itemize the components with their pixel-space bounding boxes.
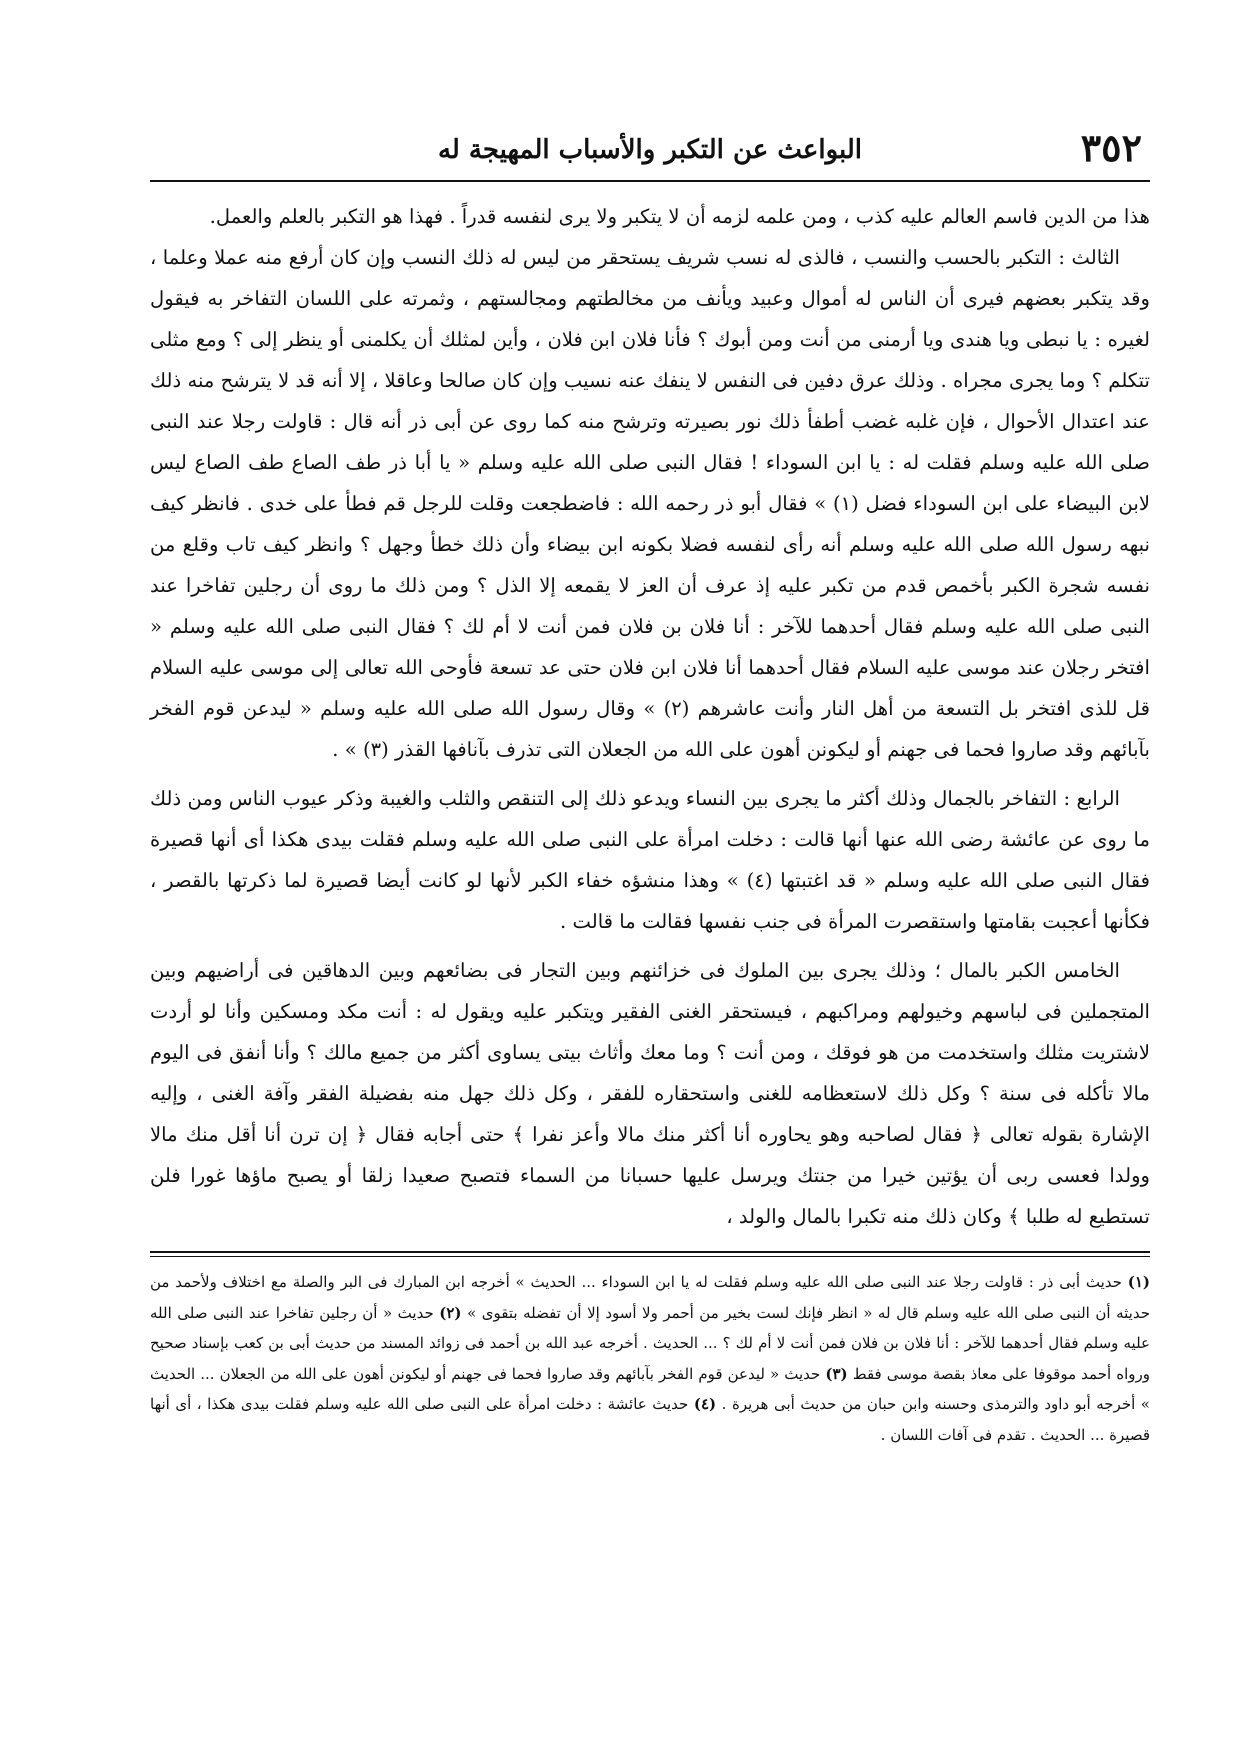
paragraph: هذا من الدين فاسم العالم عليه كذب ، ومن علمه لزمه أن لا يتكبر ولا يرى لنفسه قدراً . فهذا هو التكبر بالعلم والعمل. xyxy=(209,205,1150,228)
page-number: ٣٥٢ xyxy=(1080,125,1142,170)
paragraph: الخامس الكبر بالمال ؛ وذلك يجرى بين الملوك فى خزائنهم وبين التجار فى بضائعهم وبين الدهاقين فى أراضيهم وبين المتجملين فى لباسهم وخيولهم ومراكبهم ، فيستحقر الغنى الفقير ويتكبر عليه ويقول له : أنت مكد ومسكين وأنا لو أردت لاشتريت مثلك واستخدمت من هو فوقك ، ومن أنت ؟ وما معك وأثاث بيتى يساوى أكثر من جميع مالك ؟ وأنا أنفق فى اليوم مالا تأكله فى سنة ؟ وكل ذلك لاستعظامه للغنى واستحقاره للفقر ، وكل ذلك جهل منه بفضيلة الفقر وآفة الغنى ، وإليه الإشارة بقوله تعالى ﴿ فقال لصاحبه وهو يحاوره أنا أكثر منك مالا وأعز نفرا ﴾ حتى أجابه فقال ﴿ إن ترن أنا أقل منك مالا وولدا فعسى ربى أن يؤتين خيرا من جنتك ويرسل عليها حسبانا من السماء فتصبح صعيدا زلقا أو يصبح ماؤها غورا فلن تستطيع له طلبا ﴾ وكان ذلك منه تكبرا بالمال والولد ، xyxy=(150,959,1150,1228)
footnote-text: حديث عائشة : دخلت امرأة على النبى صلى الله عليه وسلم فقلت بيدى هكذا ، أى أنها قصيرة ... الحديث . تقدم فى آفات اللسان . xyxy=(150,1395,1150,1444)
footnote-text: حديث « ليدعن قوم الفخر بآبائهم وقد صاروا فحما فى جهنم أو ليكونن أهون على الله من الجعلان ... الحديث » أخرجه أبو داود والترمذى وحسنه وابن حبان من حديث أبى هريرة . xyxy=(150,1364,1150,1413)
footnote-number: (٣) xyxy=(825,1364,848,1383)
paragraph: الثالث : التكبر بالحسب والنسب ، فالذى له نسب شريف يستحقر من ليس له ذلك النسب وإن كان أرفع منه عملا وعلما ، وقد يتكبر بعضهم فيرى أن الناس له أموال وعبيد ويأنف من مخالطتهم ومجالستهم ، وثمرته على اللسان التفاخر به فيقول لغيره : يا نبطى ويا هندى ويا أرمنى من أنت ومن أبوك ؟ فأنا فلان ابن فلان ، وأين لمثلك أن يكلمنى أو ينظر إلى ؟ ومع مثلى تتكلم ؟ وما يجرى مجراه . وذلك عرق دفين فى النفس لا ينفك عنه نسيب وإن كان صالحا وعاقلا ، إلا أنه قد لا يترشح منه ذلك عند اعتدال الأحوال ، فإن غلبه غضب أطفأ ذلك نور بصيرته وترشح منه كما روى عن أبى ذر أنه قال : قاولت رجلا عند النبى صلى الله عليه وسلم فقلت له : يا ابن السوداء ! فقال النبى صلى الله عليه وسلم « يا أبا ذر طف الصاع طف الصاع ليس لابن البيضاء على ابن السوداء فضل (١) » فقال أبو ذر رحمه الله : فاضطجعت وقلت للرجل قم فطأ على خدى . فانظر كيف نبهه رسول الله صلى الله عليه وسلم أنه رأى لنفسه فضلا بكونه ابن بيضاء وأن ذلك خطأ وجهل ؟ وانظر كيف تاب وقلع من نفسه شجرة الكبر بأخمص قدم من تكبر عليه إذ عرف أن العز لا يقمعه إلا الذل ؟ ومن ذلك ما روى أن رجلين تفاخرا عند النبى صلى الله عليه وسلم فقال أحدهما للآخر : أنا فلان بن فلان فمن أنت لا أم لك ؟ فقال النبى صلى الله عليه وسلم « افتخر رجلان عند موسى عليه السلام فقال أحدهما أنا فلان ابن فلان حتى عد تسعة فأوحى الله تعالى إلى موسى عليه السلام قل للذى افتخر بل التسعة من أهل النار وأنت عاشرهم (٢) » وقال رسول الله صلى الله عليه وسلم « ليدعن قوم الفخر بآبائهم وقد صاروا فحما فى جهنم أو ليكونن أهون على الله من الجعلان التى تذرف بآنافها القذر (٣) » . xyxy=(150,246,1151,761)
footnote-number: (٤) xyxy=(693,1395,717,1413)
footnote-divider xyxy=(150,1251,1150,1257)
footnote-text: حديث « أن رجلين تفاخرا عند النبى صلى الله عليه وسلم فقال أحدهما للآخر : أنا فلان بن فلان فمن أنت لا أم لك ؟ ... الحديث . أخرجه عبد الله بن أحمد فى زوائد المسند من حديث أبى بن كعب بإسناد صحيح ورواه أحمد موقوفا على معاذ بقصة موسى فقط xyxy=(150,1303,1150,1383)
footnote-number: (٢) xyxy=(439,1303,462,1322)
main-text xyxy=(150,196,1150,1237)
running-title: البواعث عن التكبر والأسباب المهيجة له xyxy=(437,135,863,165)
footnotes xyxy=(150,1267,1150,1450)
footnote-number: (١) xyxy=(1127,1273,1150,1291)
book-page xyxy=(150,118,1150,1638)
paragraph: الرابع : التفاخر بالجمال وذلك أكثر ما يجرى بين النساء ويدعو ذلك إلى التنقص والثلب والغيبة وذكر عيوب الناس ومن ذلك ما روى عن عائشة رضى الله عنها أنها قالت : دخلت امرأة على النبى صلى الله عليه وسلم فقلت بيدى هكذا أى أنها قصيرة فقال النبى صلى الله عليه وسلم « قد اغتبتها (٤) » وهذا منشؤه خفاء الكبر لأنها لو كانت أيضا قصيرة لما ذكرتها بالقصر ، فكأنها أعجبت بقامتها واستقصرت المرأة فى جنب نفسها فقالت ما قالت . xyxy=(150,787,1150,933)
footnote-text: حديث أبى ذر : قاولت رجلا عند النبى صلى الله عليه وسلم فقلت له يا ابن السوداء ... الحديث » أخرجه ابن المبارك فى البر والصلة مع اختلاف ولأحمد من حديثه أن النبى صلى الله عليه وسلم قال له « انظر فإنك لست بخير من أحمر ولا أسود إلا أن تفضله بتقوى » xyxy=(150,1273,1150,1322)
page-header xyxy=(150,118,1150,182)
